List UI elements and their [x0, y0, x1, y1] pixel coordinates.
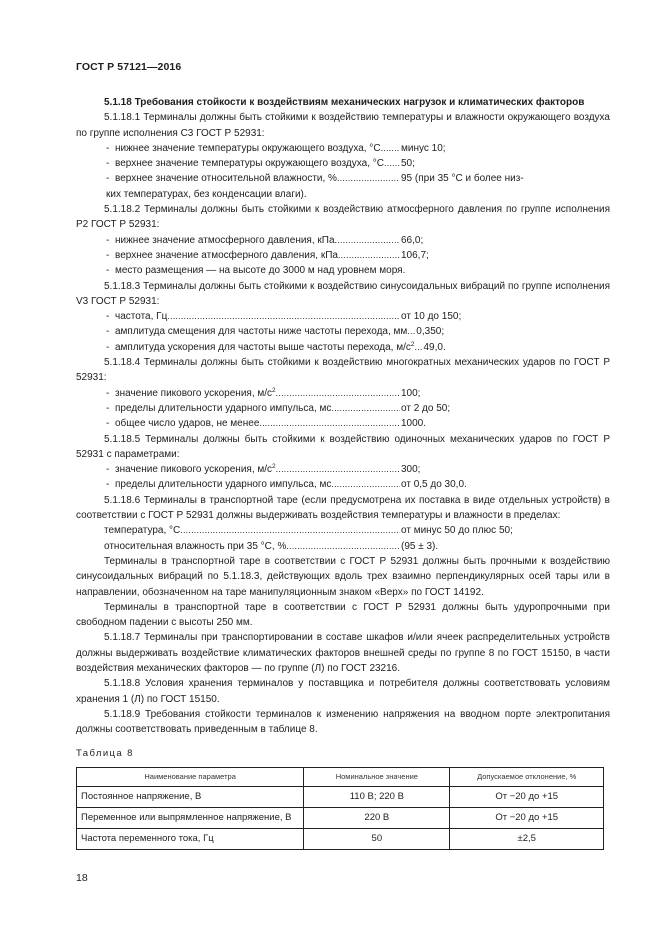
- page-number: 18: [76, 872, 88, 884]
- list-item: - верхнее значение относительной влажности, % ..... 95 (при 35 °С и более низ-: [76, 171, 610, 186]
- list-item: - частота, Гц ..... от 10 до 150;: [76, 309, 610, 324]
- list-item: - нижнее значение температуры окружающего воздуха, °С ..... минус 10;: [76, 141, 610, 156]
- paragraph-5-1-18-1: 5.1.18.1 Терминалы должны быть стойкими к воздействию температуры и влажности окружающего воздуха по группе исполнения С3 ГОСТ Р 52931:: [76, 112, 610, 139]
- table-cell: Переменное или выпрямленное напряжение, В: [77, 807, 304, 828]
- table-cell: Постоянное напряжение, В: [77, 786, 304, 807]
- paragraph-5-1-18-9: 5.1.18.9 Требования стойкости терминалов к изменению напряжения на вводном порте электропитания должны соответствовать приведенным в таблице 8.: [76, 708, 610, 736]
- list-item: - общее число ударов, не менее ..... 1000.: [76, 416, 610, 431]
- paragraph-5-1-18-2: 5.1.18.2 Терминалы должны быть стойкими к воздействию атмосферного давления по группе исполнения Р2 ГОСТ Р 52931:: [76, 204, 610, 231]
- section-title: 5.1.18 Требования стойкости к воздействиям механических нагрузок и климатических факторов: [104, 97, 585, 108]
- paragraph-5-1-18-5: 5.1.18.5 Терминалы должны быть стойкими к воздействию одиночных механических ударов по ГОСТ Р 52931 с параметрами:: [76, 433, 610, 460]
- list-item-continuation: ких температурах, без конденсации влаги).: [106, 188, 307, 200]
- list-item: - значение пикового ускорения, $м/с^2$ ..... 300;: [76, 462, 610, 477]
- table-row: [77, 828, 604, 849]
- list-item: - пределы длительности ударного импульса, мс ..... от 2 до 50;: [76, 401, 610, 416]
- standard-code: ГОСТ Р 57121—2016: [76, 61, 182, 73]
- list-item: относительная влажность при 35 °С, % ..... (95 ± 3).: [76, 539, 610, 554]
- table-cell: 220 В: [304, 807, 450, 828]
- table-header-cell: Допускаемое отклонение, %: [450, 767, 604, 786]
- paragraph-5-1-18-4: 5.1.18.4 Терминалы должны быть стойкими к воздействию многократных механических ударов по ГОСТ Р 52931:: [76, 357, 610, 384]
- table-row: [77, 786, 604, 807]
- list-item: температура, °С ..... от минус 50 до плюс 50;: [76, 523, 610, 538]
- list-item: - амплитуда ускорения для частоты выше частоты перехода, $м/с^2$ ..... 49,0.: [76, 340, 610, 355]
- table-8: [76, 767, 604, 850]
- document-body: [76, 95, 610, 850]
- list-item: - место размещения — на высоте до 3000 м над уровнем моря.: [106, 265, 406, 277]
- table-cell: От −20 до +15: [450, 786, 604, 807]
- table-cell: 110 В; 220 В: [304, 786, 450, 807]
- table-header-cell: Номинальное значение: [304, 767, 450, 786]
- paragraph-5-1-18-7: 5.1.18.7 Терминалы при транспортировании в составе шкафов и/или ячеек распределительных устройств должны выдерживать воздействие климатических факторов внешней среды по группе 8 по ГОСТ 15150, в части воздействия механических факторов — по группе (Л) по ГОСТ 23216.: [76, 632, 610, 674]
- paragraph-5-1-18-3: 5.1.18.3 Терминалы должны быть стойкими к воздействию синусоидальных вибраций по группе исполнения V3 ГОСТ Р 52931:: [76, 280, 610, 307]
- paragraph-5-1-18-8: 5.1.18.8 Условия хранения терминалов у поставщика и потребителя должны соответствовать условиям хранения 1 (Л) по ГОСТ 15150.: [76, 678, 610, 705]
- table-header-cell: Наименование параметра: [77, 767, 304, 786]
- list-item: - верхнее значение атмосферного давления, кПа ..... 106,7;: [76, 248, 610, 263]
- table-cell: ±2,5: [450, 828, 604, 849]
- list-item: - значение пикового ускорения, $м/с^2$ ..... 100;: [76, 386, 610, 401]
- paragraph-transport-vibration: Терминалы в транспортной таре в соответствии с ГОСТ Р 52931 должны быть прочными к воздействию синусоидальных вибраций по 5.1.18.3, действующих вдоль трех взаимно перпендикулярных осей тары или в направлении, обозначенном на таре манипуляционным знаком «Верх» по ГОСТ 14192.: [76, 555, 610, 598]
- list-item: - нижнее значение атмосферного давления, кПа ..... 66,0;: [76, 233, 610, 248]
- paragraph-5-1-18-6: 5.1.18.6 Терминалы в транспортной таре (если предусмотрена их поставка в виде отдельных устройств) в соответствии с ГОСТ Р 52931 должны выдерживать воздействия температуры и влажности в пределах:: [76, 494, 610, 522]
- table-header-row: [77, 767, 604, 786]
- list-item: - пределы длительности ударного импульса, мс ..... от 0,5 до 30,0.: [76, 477, 610, 492]
- table-cell: 50: [304, 828, 450, 849]
- list-item: - верхнее значение температуры окружающего воздуха, °С ..... 50;: [76, 156, 610, 171]
- table-cell: От −20 до +15: [450, 807, 604, 828]
- table-caption: Таблица 8: [76, 748, 134, 760]
- paragraph-transport-drop: Терминалы в транспортной таре в соответствии с ГОСТ Р 52931 должны быть удуропрочными при свободном падении с высоты 250 мм.: [76, 601, 610, 629]
- table-cell: Частота переменного тока, Гц: [77, 828, 304, 849]
- list-item: - амплитуда смещения для частоты ниже частоты перехода, мм ..... 0,350;: [76, 324, 610, 339]
- table-row: [77, 807, 604, 828]
